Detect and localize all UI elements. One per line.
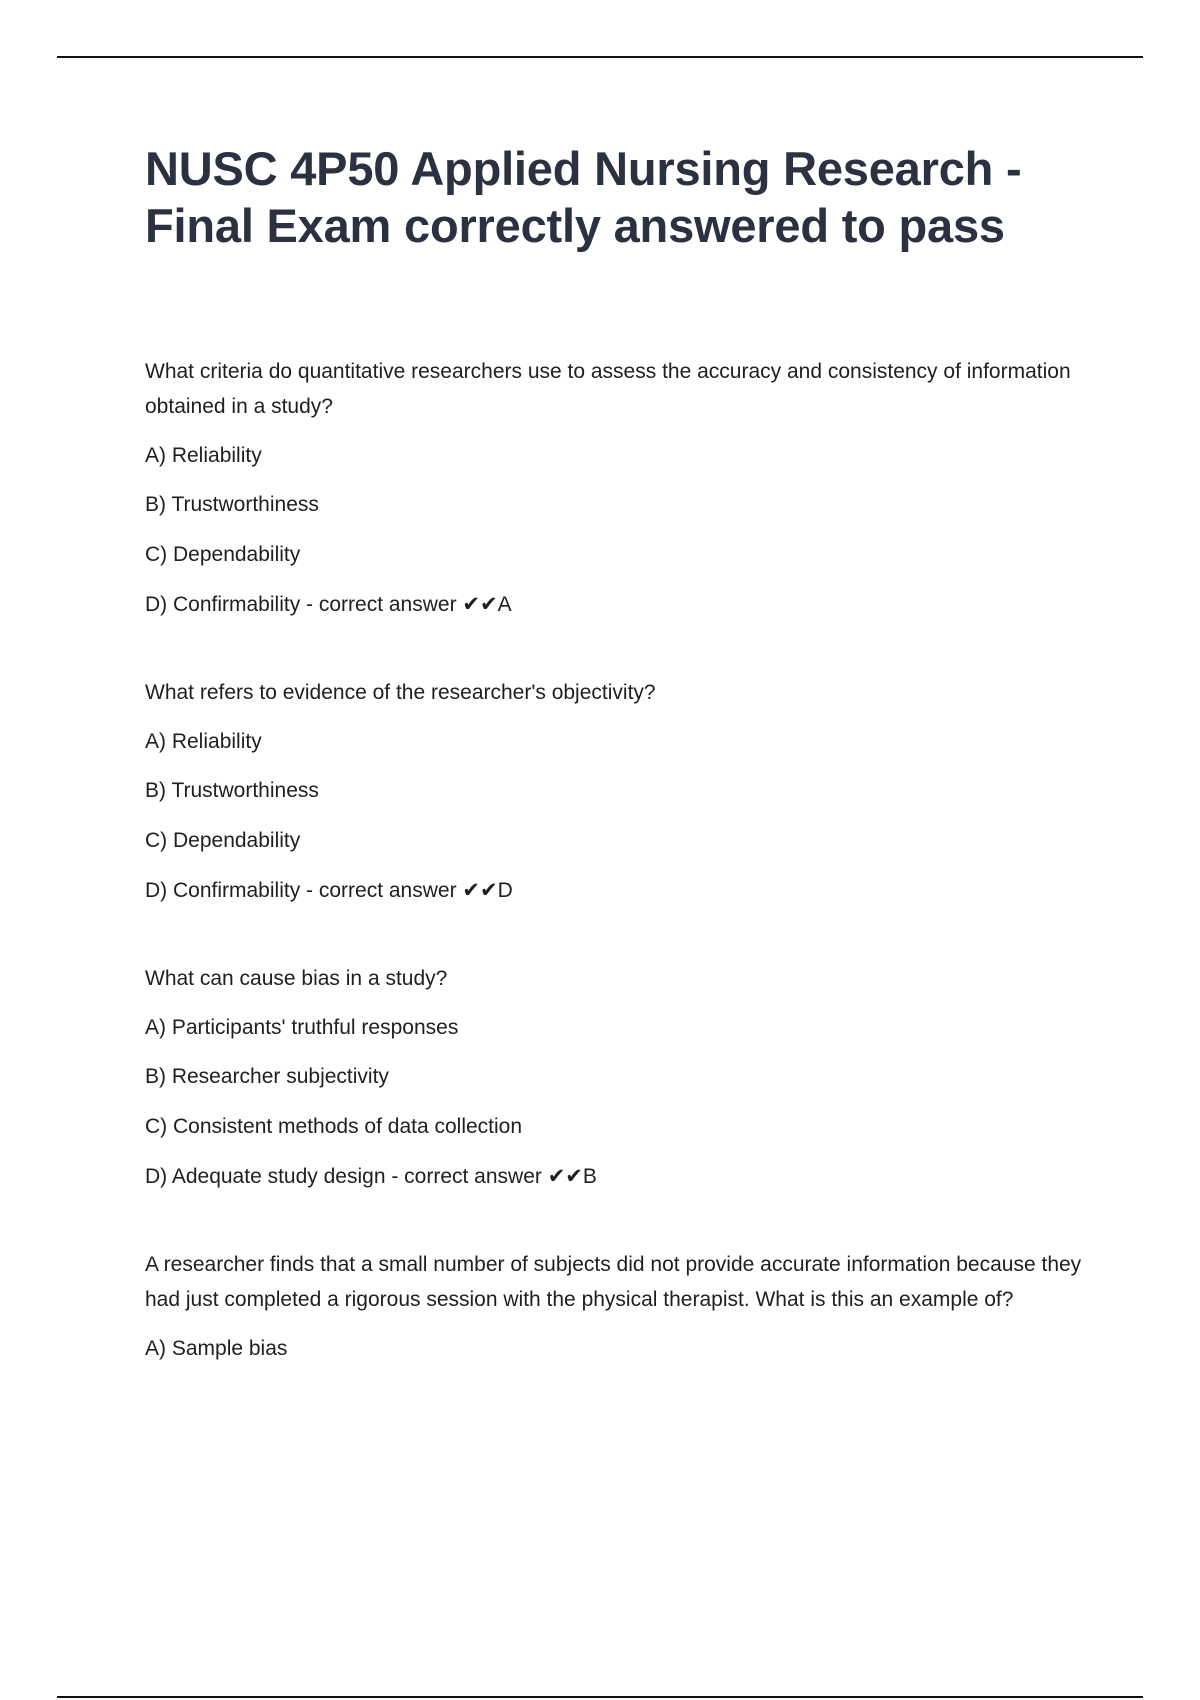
option-c: C) Consistent methods of data collection (145, 1115, 523, 1138)
option-a: A) Participants' truthful responses (145, 1016, 459, 1039)
option-d-with-answer: D) Confirmability - correct answer ✔✔A (145, 593, 512, 616)
question-3 (145, 961, 1085, 1202)
option-b: B) Trustworthiness (145, 779, 319, 802)
option-a: A) Sample bias (145, 1337, 288, 1360)
question-text: What can cause bias in a study? (145, 967, 448, 990)
option-c: C) Dependability (145, 829, 301, 852)
option-b: B) Researcher subjectivity (145, 1065, 389, 1088)
question-text: What criteria do quantitative researchers use to assess the accuracy and consistency of information obtained in a study? (145, 360, 1071, 418)
question-1 (145, 354, 1085, 630)
bottom-rule (57, 1696, 1143, 1698)
question-4 (145, 1247, 1085, 1366)
option-a: A) Reliability (145, 444, 262, 467)
document-title: NUSC 4P50 Applied Nursing Research - Final Exam correctly answered to pass (145, 142, 1022, 252)
option-c: C) Dependability (145, 543, 301, 566)
top-rule (57, 56, 1143, 58)
question-text: A researcher finds that a small number of subjects did not provide accurate information because they had just completed a rigorous session with the physical therapist. What is this an example of? (145, 1253, 1082, 1311)
question-text: What refers to evidence of the researcher's objectivity? (145, 681, 656, 704)
question-2 (145, 675, 1085, 916)
option-a: A) Reliability (145, 730, 262, 753)
document-body (145, 140, 1085, 1411)
option-b: B) Trustworthiness (145, 493, 319, 516)
option-d-with-answer: D) Adequate study design - correct answer ✔✔B (145, 1165, 597, 1188)
question-list (145, 354, 1085, 1366)
option-d-with-answer: D) Confirmability - correct answer ✔✔D (145, 879, 513, 902)
